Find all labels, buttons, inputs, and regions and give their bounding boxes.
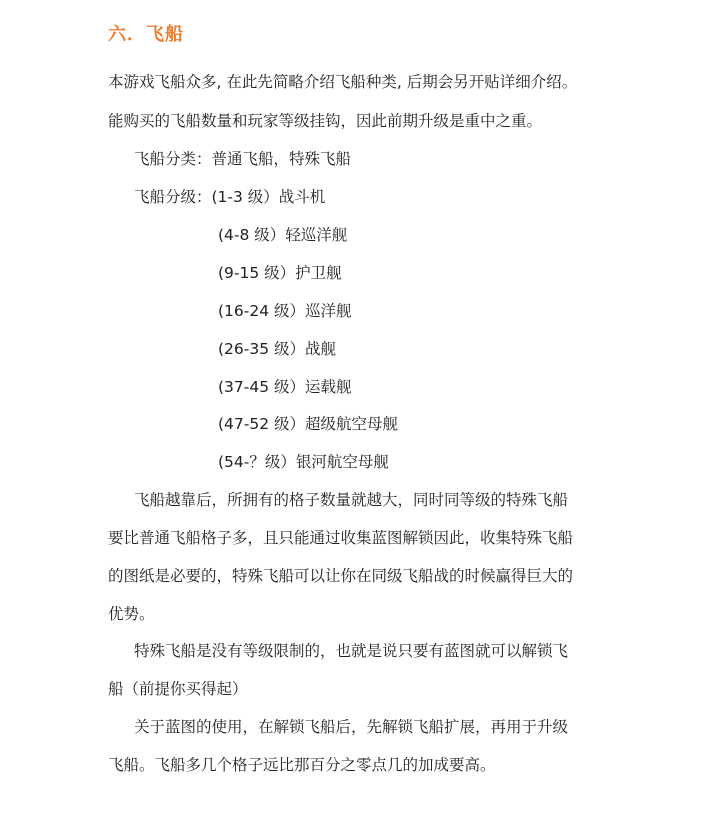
paragraph-1-line: 的图纸是必要的，特殊飞船可以让你在同级飞船战的时候赢得巨大的 xyxy=(108,567,574,585)
section-heading: 六．飞船 xyxy=(108,24,184,45)
paragraph-1-line: 要比普通飞船格子多，且只能通过收集蓝图解锁因此，收集特殊飞船 xyxy=(108,529,574,547)
grade-row: (4-8 级）轻巡洋舰 xyxy=(218,226,348,244)
intro-line-2: 能购买的飞船数量和玩家等级挂钩，因此前期升级是重中之重。 xyxy=(108,112,543,130)
classification-line: 飞船分类：普通飞船，特殊飞船 xyxy=(134,150,352,168)
paragraph-2-line: 特殊飞船是没有等级限制的，也就是说只要有蓝图就可以解锁飞 xyxy=(134,642,569,660)
grade-row: (16-24 级）巡洋舰 xyxy=(218,302,352,320)
intro-line-1: 本游戏飞船众多, 在此先简略介绍飞船种类, 后期会另开贴详细介绍。 xyxy=(108,73,578,91)
paragraph-3-line: 飞船。飞船多几个格子远比那百分之零点几的加成要高。 xyxy=(108,756,496,774)
grade-line-1: 飞船分级：(1-3 级）战斗机 xyxy=(134,188,326,206)
paragraph-2-line: 船（前提你买得起） xyxy=(108,680,248,698)
grade-row: (54-？级）银河航空母舰 xyxy=(218,453,389,471)
paragraph-3-line: 关于蓝图的使用，在解锁飞船后，先解锁飞船扩展，再用于升级 xyxy=(134,718,569,736)
grade-row: (26-35 级）战舰 xyxy=(218,340,337,358)
grade-row: (9-15 级）护卫舰 xyxy=(218,264,342,282)
grade-row: (37-45 级）运载舰 xyxy=(218,378,352,396)
paragraph-1-line: 飞船越靠后，所拥有的格子数量就越大，同时同等级的特殊飞船 xyxy=(134,491,569,509)
grade-row: (47-52 级）超级航空母舰 xyxy=(218,415,399,433)
paragraph-1-line: 优势。 xyxy=(108,605,155,623)
